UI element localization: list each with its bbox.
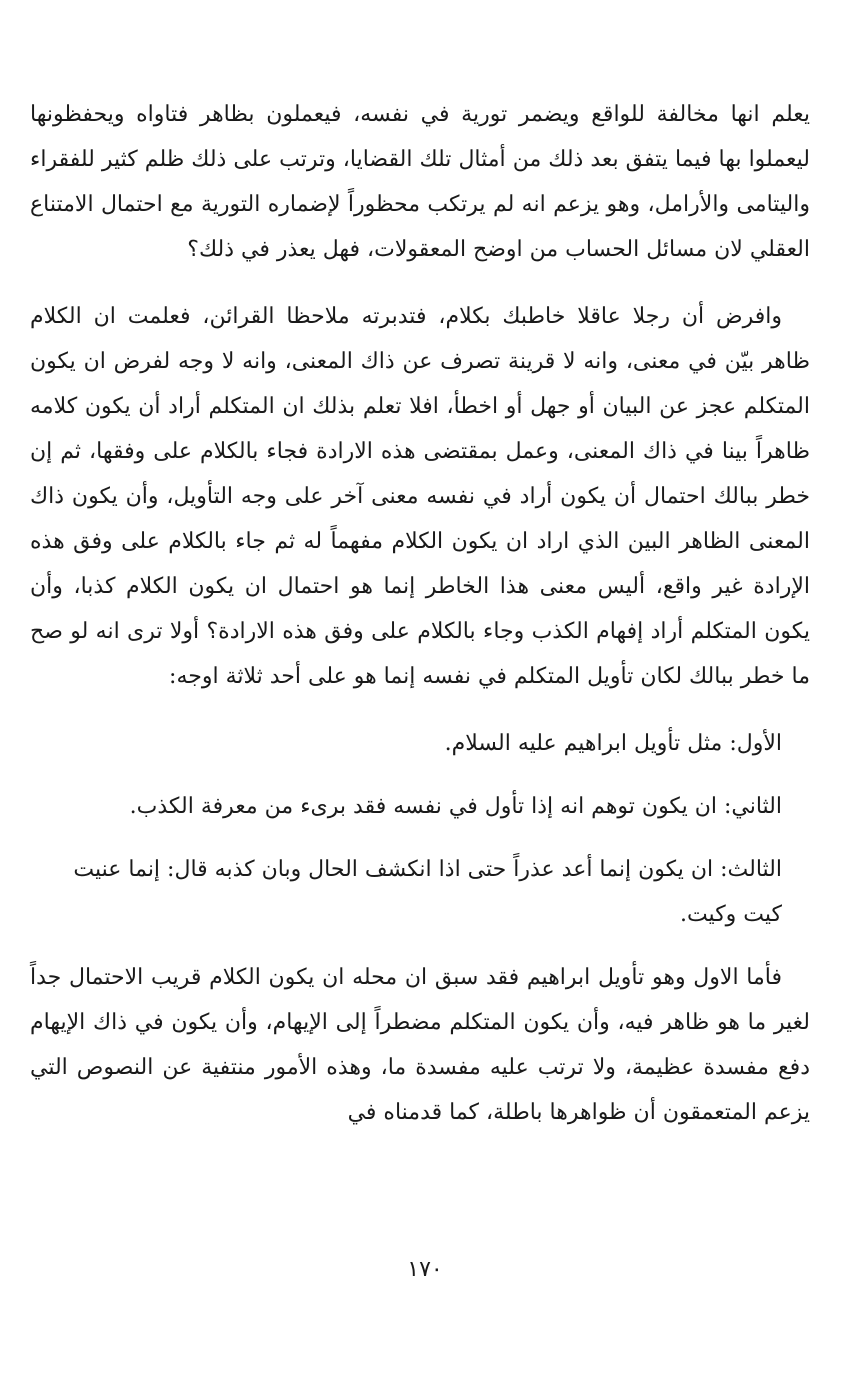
paragraph-continuation: يعلم انها مخالفة للواقع ويضمر تورية في نفسه، فيعملون بظاهر فتاواه ويحفظونها ليعملوا بها فيما يتفق بعد ذلك من أمثال تلك القضايا، وترتب على ذلك ظلم كثير للفقراء واليتامى والأرامل، وهو يزعم انه لم يرتكب محظوراً لإضماره التورية مع احتمال الامتناع العقلي لان مسائل الحساب من اوضح المعقولات، فهل يعذر في ذلك؟ (30, 102, 810, 262)
page-number: ١٧٠ (407, 1257, 443, 1282)
paragraph-assume-speaker: وافرض أن رجلا عاقلا خاطبك بكلام، فتدبرته ملاحظا القرائن، فعلمت ان الكلام ظاهر بيّن في معنى، وانه لا قرينة تصرف عن ذاك المعنى، وانه لا وجه لفرض ان يكون المتكلم عجز عن البيان أو جهل أو اخطأ، افلا تعلم بذلك ان المتكلم أراد أن يكون كلامه ظاهراً بينا في ذاك المعنى، وعمل بمقتضى هذه الارادة فجاء بالكلام على وفقها، ثم إن خطر ببالك احتمال أن يكون أراد في نفسه معنى آخر على وجه التأويل، وأن يكون ذاك المعنى الظاهر البين الذي اراد ان يكون الكلام مفهماً له ثم جاء بالكلام على وفق هذه الإرادة غير واقع، أليس معنى هذا الخاطر إنما هو احتمال ان يكون الكلام كذبا، وأن يكون المتكلم أراد إفهام الكذب وجاء بالكلام على وفق هذه الارادة؟ أولا ترى انه لو صح ما خطر ببالك لكان تأويل المتكلم في نفسه إنما هو على أحد ثلاثة اوجه: (30, 304, 810, 689)
point-second: الثاني: ان يكون توهم انه إذا تأول في نفسه فقد برىء من معرفة الكذب. (129, 794, 782, 819)
point-third: الثالث: ان يكون إنما أعد عذراً حتى اذا انكشف الحال وبان كذبه قال: إنما عنيت كيت وكيت. (73, 857, 782, 927)
paragraph-first-case: فأما الاول وهو تأويل ابراهيم فقد سبق ان محله ان يكون الكلام قريب الاحتمال جداً لغير ما هو ظاهر فيه، وأن يكون المتكلم مضطراً إلى الإيهام، وأن يكون في ذاك الإيهام دفع مفسدة عظيمة، ولا ترتب عليه مفسدة ما، وهذه الأمور منتفية عن النصوص التي يزعم المتعمقون أن ظواهرها باطلة، كما قدمناه في (30, 965, 810, 1125)
page-body (30, 92, 810, 1157)
point-first: الأول: مثل تأويل ابراهيم عليه السلام. (444, 731, 782, 756)
